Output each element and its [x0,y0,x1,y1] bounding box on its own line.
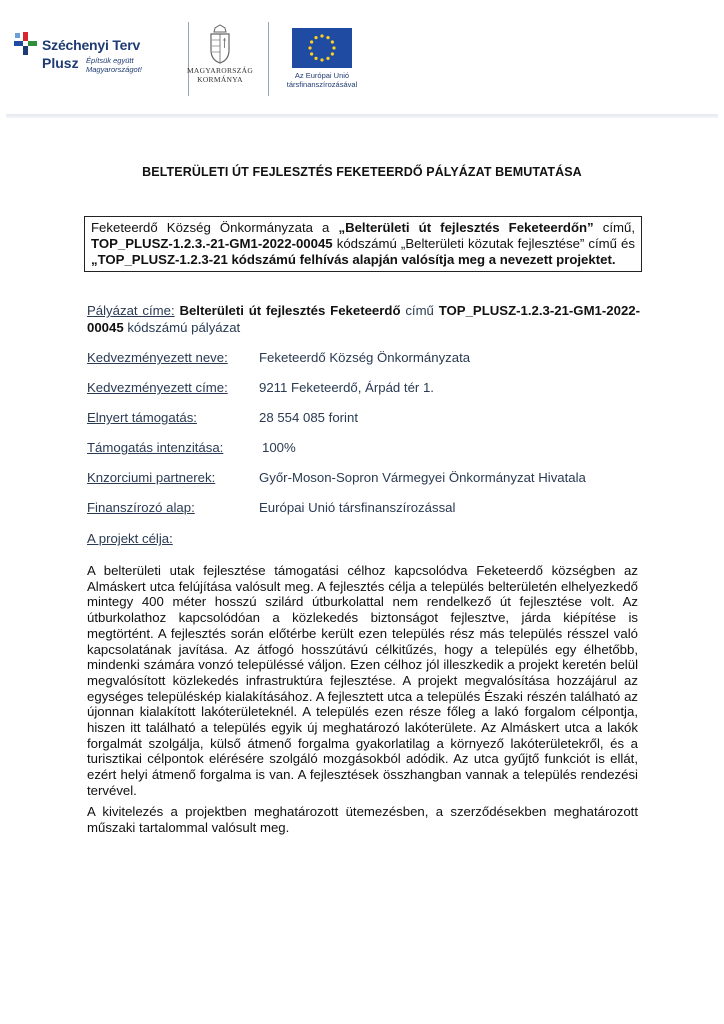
field-label: Támogatás intenzitása: [87,440,224,455]
field-value: 28 554 085 forint [259,410,358,425]
field-value: Európai Unió társfinanszírozással [259,500,456,515]
szechenyi-plus: Plusz [42,55,79,71]
intro-bold: „TOP_PLUSZ-1.2.3-21 kódszámú felhívás alapján valósítja meg a nevezett projektet. [91,252,616,267]
field-value: 9211 Feketeerdő, Árpád tér 1. [259,380,434,395]
field-value: Győr-Moson-Sopron Vármegyei Önkormányzat Hivatala [259,470,586,485]
kormany-line1: MAGYARORSZÁG [186,66,254,75]
field-label: Finanszírozó alap: [87,500,195,515]
intro-box [84,216,642,272]
intro-text: Feketeerdő Község Önkormányzata a [91,220,339,235]
eu-star-icon [331,52,334,55]
field-value: 100% [262,440,296,455]
eu-star-icon [326,36,329,39]
intro-bold: „Belterületi út fejlesztés Feketeerdőn” [338,220,594,235]
szechenyi-tagline: Építsük együtt Magyarországot! [86,56,142,74]
eu-line2: társfinanszírozásával [286,80,358,89]
intro-text: című, [593,220,635,235]
magyarorszag-kormanya-logo [178,24,262,94]
szechenyi-terv-logo [12,30,182,90]
eu-star-icon [326,57,329,60]
field-label: Knzorciumi partnerek: [87,470,216,485]
eu-star-icon [314,36,317,39]
szechenyi-cross-icon [12,30,40,58]
eu-star-icon [331,40,334,43]
header-logo-band [6,0,718,118]
eu-star-icon [320,34,323,37]
project-paragraph: A kivitelezés a projektben meghatározott ütemezésben, a szerződésekben meghatározott műszaki tartalommal valósult meg. [87,804,638,835]
eu-logo [272,28,372,92]
intro-text: kódszámú „Belterületi közutak fejlesztése” című és [332,236,635,251]
eu-line1: Az Európai Unió [294,71,350,80]
project-paragraph: A belterületi utak fejlesztése támogatási célhoz kapcsolódva Feketeerdő községben az Almáskert utca felújítása valósult meg. A fejlesztés célja a település belterületén elhelyezkedő mintegy 400 méter hosszú szilárd útburkolattal nem rendelkező út fejlesztése volt. Az útburkolathoz kapcsolódóan a közlekedés biztonságot fejlesztve, járda kiépítése is megtörtént. A fejlesztés során előtérbe került ezen település rész más település résszel való kapcsolatának javítása. Az átfogó hosszútávú célkitűzés, hogy a település egy élhetőbb, mindenki számára vonzó településsé váljon. Ezen célhoz jól illeszkedik a projekt keretén belül megvalósított közlekedés infrastruktúra fejlesztése. A projekt megvalósítása hozzájárul az egységes településkép kialakításához. A fejlesztett utca a település Északi részén található az újonnan kialakított lakóterületeknél. A település ezen része főleg a lakó forgalom célpontja, hiszen itt található a település egyik új meghatározó lakóterülete. Az Almáskert utca a lakók forgalmát szolgálja, külső átmenő forgalma gyakorlatilag a környező lakóterületekről, és a turisztikai célpontok elérésére szolgáló mozgásokból adódik. Az utca gyűjtő funkciót is ellát, ezért helyi átmenő forgalma is van. A fejlesztések összhangban vannak a település rendezési tervével. [87,563,638,798]
eu-flag-icon [292,28,352,68]
intro-bold: TOP_PLUSZ-1.2.3.-21-GM1-2022-00045 [91,236,333,251]
eu-star-icon [332,46,335,49]
palyazat-text: kódszámú pályázat [123,320,241,335]
palyazat-bold: Belterületi út fejlesztés Feketeerdő [179,303,401,318]
field-label: Elnyert támogatás: [87,410,197,425]
szechenyi-title: Széchenyi Terv [42,37,141,53]
eu-star-icon [308,46,311,49]
palyazat-label: Pályázat címe: [87,303,175,318]
section-heading: A projekt célja: [87,531,173,546]
header-divider [268,22,269,96]
field-label: Kedvezményezett neve: [87,350,228,365]
field-value: Feketeerdő Község Önkormányzata [259,350,471,365]
eu-star-icon [310,52,313,55]
kormany-line2: KORMÁNYA [197,75,243,84]
palyazat-text: című [400,303,439,318]
palyazat-bold: TOP_PLUSZ-1.2.3-21-GM1-2022-00045 [87,303,641,335]
coat-of-arms-icon [208,24,232,64]
field-label: Kedvezményezett címe: [87,380,228,395]
eu-star-icon [314,57,317,60]
palyazat-cime [87,302,640,336]
eu-star-icon [320,58,323,61]
page-title: BELTERÜLETI ÚT FEJLESZTÉS FEKETEERDŐ PÁLYÁZAT BEMUTATÁSA [142,165,582,179]
eu-star-icon [310,40,313,43]
